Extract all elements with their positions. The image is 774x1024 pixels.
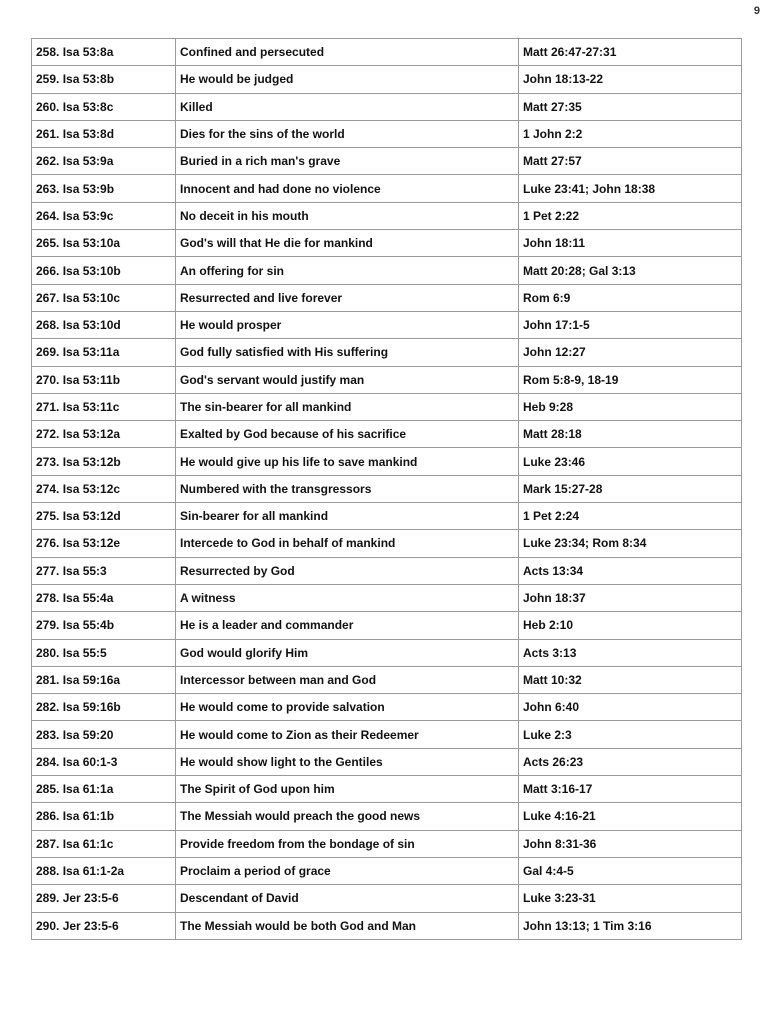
table-row (32, 393, 742, 420)
fulfillment-reference-cell: Luke 23:46 (519, 448, 742, 475)
prophecy-description-cell: He is a leader and commander (176, 612, 519, 639)
prophecy-reference-cell: 269. Isa 53:11a (32, 339, 176, 366)
prophecy-description-cell: He would be judged (176, 66, 519, 93)
prophecy-description-cell: He would come to Zion as their Redeemer (176, 721, 519, 748)
table-row (32, 557, 742, 584)
table-row (32, 694, 742, 721)
prophecy-description-cell: The sin-bearer for all mankind (176, 393, 519, 420)
prophecy-reference-cell: 279. Isa 55:4b (32, 612, 176, 639)
fulfillment-reference-cell: Acts 13:34 (519, 557, 742, 584)
prophecy-reference-cell: 258. Isa 53:8a (32, 39, 176, 66)
fulfillment-reference-cell: John 17:1-5 (519, 311, 742, 338)
prophecy-description-cell: Numbered with the transgressors (176, 475, 519, 502)
table-row (32, 912, 742, 939)
table-row (32, 120, 742, 147)
fulfillment-reference-cell: Matt 27:57 (519, 148, 742, 175)
prophecy-description-cell: A witness (176, 584, 519, 611)
table-row (32, 148, 742, 175)
prophecy-reference-cell: 277. Isa 55:3 (32, 557, 176, 584)
prophecy-description-cell: Confined and persecuted (176, 39, 519, 66)
prophecy-description-cell: God's will that He die for mankind (176, 230, 519, 257)
fulfillment-reference-cell: 1 Pet 2:22 (519, 202, 742, 229)
fulfillment-reference-cell: John 18:37 (519, 584, 742, 611)
fulfillment-reference-cell: Luke 23:34; Rom 8:34 (519, 530, 742, 557)
table-row (32, 530, 742, 557)
prophecy-reference-cell: 262. Isa 53:9a (32, 148, 176, 175)
prophecy-description-cell: Intercede to God in behalf of mankind (176, 530, 519, 557)
fulfillment-reference-cell: Matt 20:28; Gal 3:13 (519, 257, 742, 284)
fulfillment-reference-cell: John 18:13-22 (519, 66, 742, 93)
prophecy-reference-cell: 281. Isa 59:16a (32, 666, 176, 693)
prophecy-reference-cell: 275. Isa 53:12d (32, 503, 176, 530)
table-row (32, 721, 742, 748)
table-row (32, 857, 742, 884)
table-row (32, 448, 742, 475)
prophecy-reference-cell: 273. Isa 53:12b (32, 448, 176, 475)
prophecy-description-cell: He would give up his life to save mankind (176, 448, 519, 475)
fulfillment-reference-cell: Matt 3:16-17 (519, 776, 742, 803)
table-row (32, 830, 742, 857)
prophecy-reference-cell: 272. Isa 53:12a (32, 421, 176, 448)
fulfillment-reference-cell: Acts 3:13 (519, 639, 742, 666)
prophecy-reference-cell: 260. Isa 53:8c (32, 93, 176, 120)
fulfillment-reference-cell: Gal 4:4-5 (519, 857, 742, 884)
table-row (32, 284, 742, 311)
prophecy-reference-cell: 267. Isa 53:10c (32, 284, 176, 311)
table-body (32, 39, 742, 940)
prophecy-description-cell: Innocent and had done no violence (176, 175, 519, 202)
table-row (32, 66, 742, 93)
fulfillment-reference-cell: Luke 3:23-31 (519, 885, 742, 912)
fulfillment-reference-cell: Matt 28:18 (519, 421, 742, 448)
prophecy-description-cell: God fully satisfied with His suffering (176, 339, 519, 366)
table-row (32, 339, 742, 366)
prophecy-description-cell: Dies for the sins of the world (176, 120, 519, 147)
table-row (32, 503, 742, 530)
prophecy-reference-cell: 264. Isa 53:9c (32, 202, 176, 229)
prophecy-reference-cell: 259. Isa 53:8b (32, 66, 176, 93)
table-row (32, 175, 742, 202)
prophecy-description-cell: He would prosper (176, 311, 519, 338)
fulfillment-reference-cell: Matt 26:47-27:31 (519, 39, 742, 66)
fulfillment-reference-cell: Mark 15:27-28 (519, 475, 742, 502)
table-row (32, 584, 742, 611)
prophecy-reference-cell: 274. Isa 53:12c (32, 475, 176, 502)
prophecy-description-cell: Intercessor between man and God (176, 666, 519, 693)
prophecy-description-cell: Proclaim a period of grace (176, 857, 519, 884)
fulfillment-reference-cell: Rom 5:8-9, 18-19 (519, 366, 742, 393)
fulfillment-reference-cell: 1 Pet 2:24 (519, 503, 742, 530)
table-row (32, 230, 742, 257)
prophecy-description-cell: He would show light to the Gentiles (176, 748, 519, 775)
table-row (32, 366, 742, 393)
fulfillment-reference-cell: John 8:31-36 (519, 830, 742, 857)
prophecy-reference-cell: 283. Isa 59:20 (32, 721, 176, 748)
prophecy-reference-cell: 288. Isa 61:1-2a (32, 857, 176, 884)
prophecy-reference-cell: 261. Isa 53:8d (32, 120, 176, 147)
fulfillment-reference-cell: John 18:11 (519, 230, 742, 257)
fulfillment-reference-cell: Heb 9:28 (519, 393, 742, 420)
page-number: 9 (753, 5, 760, 17)
fulfillment-reference-cell: Luke 4:16-21 (519, 803, 742, 830)
prophecy-reference-cell: 290. Jer 23:5-6 (32, 912, 176, 939)
prophecy-reference-cell: 276. Isa 53:12e (32, 530, 176, 557)
prophecy-reference-cell: 280. Isa 55:5 (32, 639, 176, 666)
prophecy-table (31, 38, 742, 940)
table-row (32, 666, 742, 693)
table-row (32, 39, 742, 66)
table-row (32, 776, 742, 803)
prophecy-description-cell: He would come to provide salvation (176, 694, 519, 721)
prophecy-description-cell: No deceit in his mouth (176, 202, 519, 229)
prophecy-description-cell: Buried in a rich man's grave (176, 148, 519, 175)
fulfillment-reference-cell: John 13:13; 1 Tim 3:16 (519, 912, 742, 939)
fulfillment-reference-cell: 1 John 2:2 (519, 120, 742, 147)
prophecy-reference-cell: 286. Isa 61:1b (32, 803, 176, 830)
prophecy-reference-cell: 287. Isa 61:1c (32, 830, 176, 857)
fulfillment-reference-cell: Luke 23:41; John 18:38 (519, 175, 742, 202)
fulfillment-reference-cell: Matt 27:35 (519, 93, 742, 120)
prophecy-reference-cell: 282. Isa 59:16b (32, 694, 176, 721)
table-row (32, 311, 742, 338)
table-row (32, 748, 742, 775)
fulfillment-reference-cell: Heb 2:10 (519, 612, 742, 639)
prophecy-reference-cell: 289. Jer 23:5-6 (32, 885, 176, 912)
prophecy-description-cell: Exalted by God because of his sacrifice (176, 421, 519, 448)
prophecy-reference-cell: 271. Isa 53:11c (32, 393, 176, 420)
prophecy-description-cell: The Spirit of God upon him (176, 776, 519, 803)
prophecy-reference-cell: 265. Isa 53:10a (32, 230, 176, 257)
prophecy-reference-cell: 284. Isa 60:1-3 (32, 748, 176, 775)
fulfillment-reference-cell: Rom 6:9 (519, 284, 742, 311)
table-row (32, 257, 742, 284)
prophecy-description-cell: God's servant would justify man (176, 366, 519, 393)
prophecy-description-cell: Resurrected by God (176, 557, 519, 584)
prophecy-reference-cell: 270. Isa 53:11b (32, 366, 176, 393)
prophecy-description-cell: God would glorify Him (176, 639, 519, 666)
fulfillment-reference-cell: John 6:40 (519, 694, 742, 721)
table-row (32, 421, 742, 448)
fulfillment-reference-cell: Luke 2:3 (519, 721, 742, 748)
prophecy-description-cell: The Messiah would preach the good news (176, 803, 519, 830)
prophecy-description-cell: Provide freedom from the bondage of sin (176, 830, 519, 857)
prophecy-description-cell: Killed (176, 93, 519, 120)
table-row (32, 639, 742, 666)
fulfillment-reference-cell: Acts 26:23 (519, 748, 742, 775)
table-row (32, 202, 742, 229)
prophecy-reference-cell: 278. Isa 55:4a (32, 584, 176, 611)
prophecy-description-cell: An offering for sin (176, 257, 519, 284)
prophecy-description-cell: The Messiah would be both God and Man (176, 912, 519, 939)
table-row (32, 803, 742, 830)
prophecy-reference-cell: 268. Isa 53:10d (32, 311, 176, 338)
table-row (32, 612, 742, 639)
prophecy-description-cell: Descendant of David (176, 885, 519, 912)
prophecy-description-cell: Resurrected and live forever (176, 284, 519, 311)
fulfillment-reference-cell: Matt 10:32 (519, 666, 742, 693)
prophecy-reference-cell: 285. Isa 61:1a (32, 776, 176, 803)
table-row (32, 885, 742, 912)
prophecy-reference-cell: 263. Isa 53:9b (32, 175, 176, 202)
table-row (32, 93, 742, 120)
prophecy-description-cell: Sin-bearer for all mankind (176, 503, 519, 530)
fulfillment-reference-cell: John 12:27 (519, 339, 742, 366)
table-row (32, 475, 742, 502)
prophecy-reference-cell: 266. Isa 53:10b (32, 257, 176, 284)
